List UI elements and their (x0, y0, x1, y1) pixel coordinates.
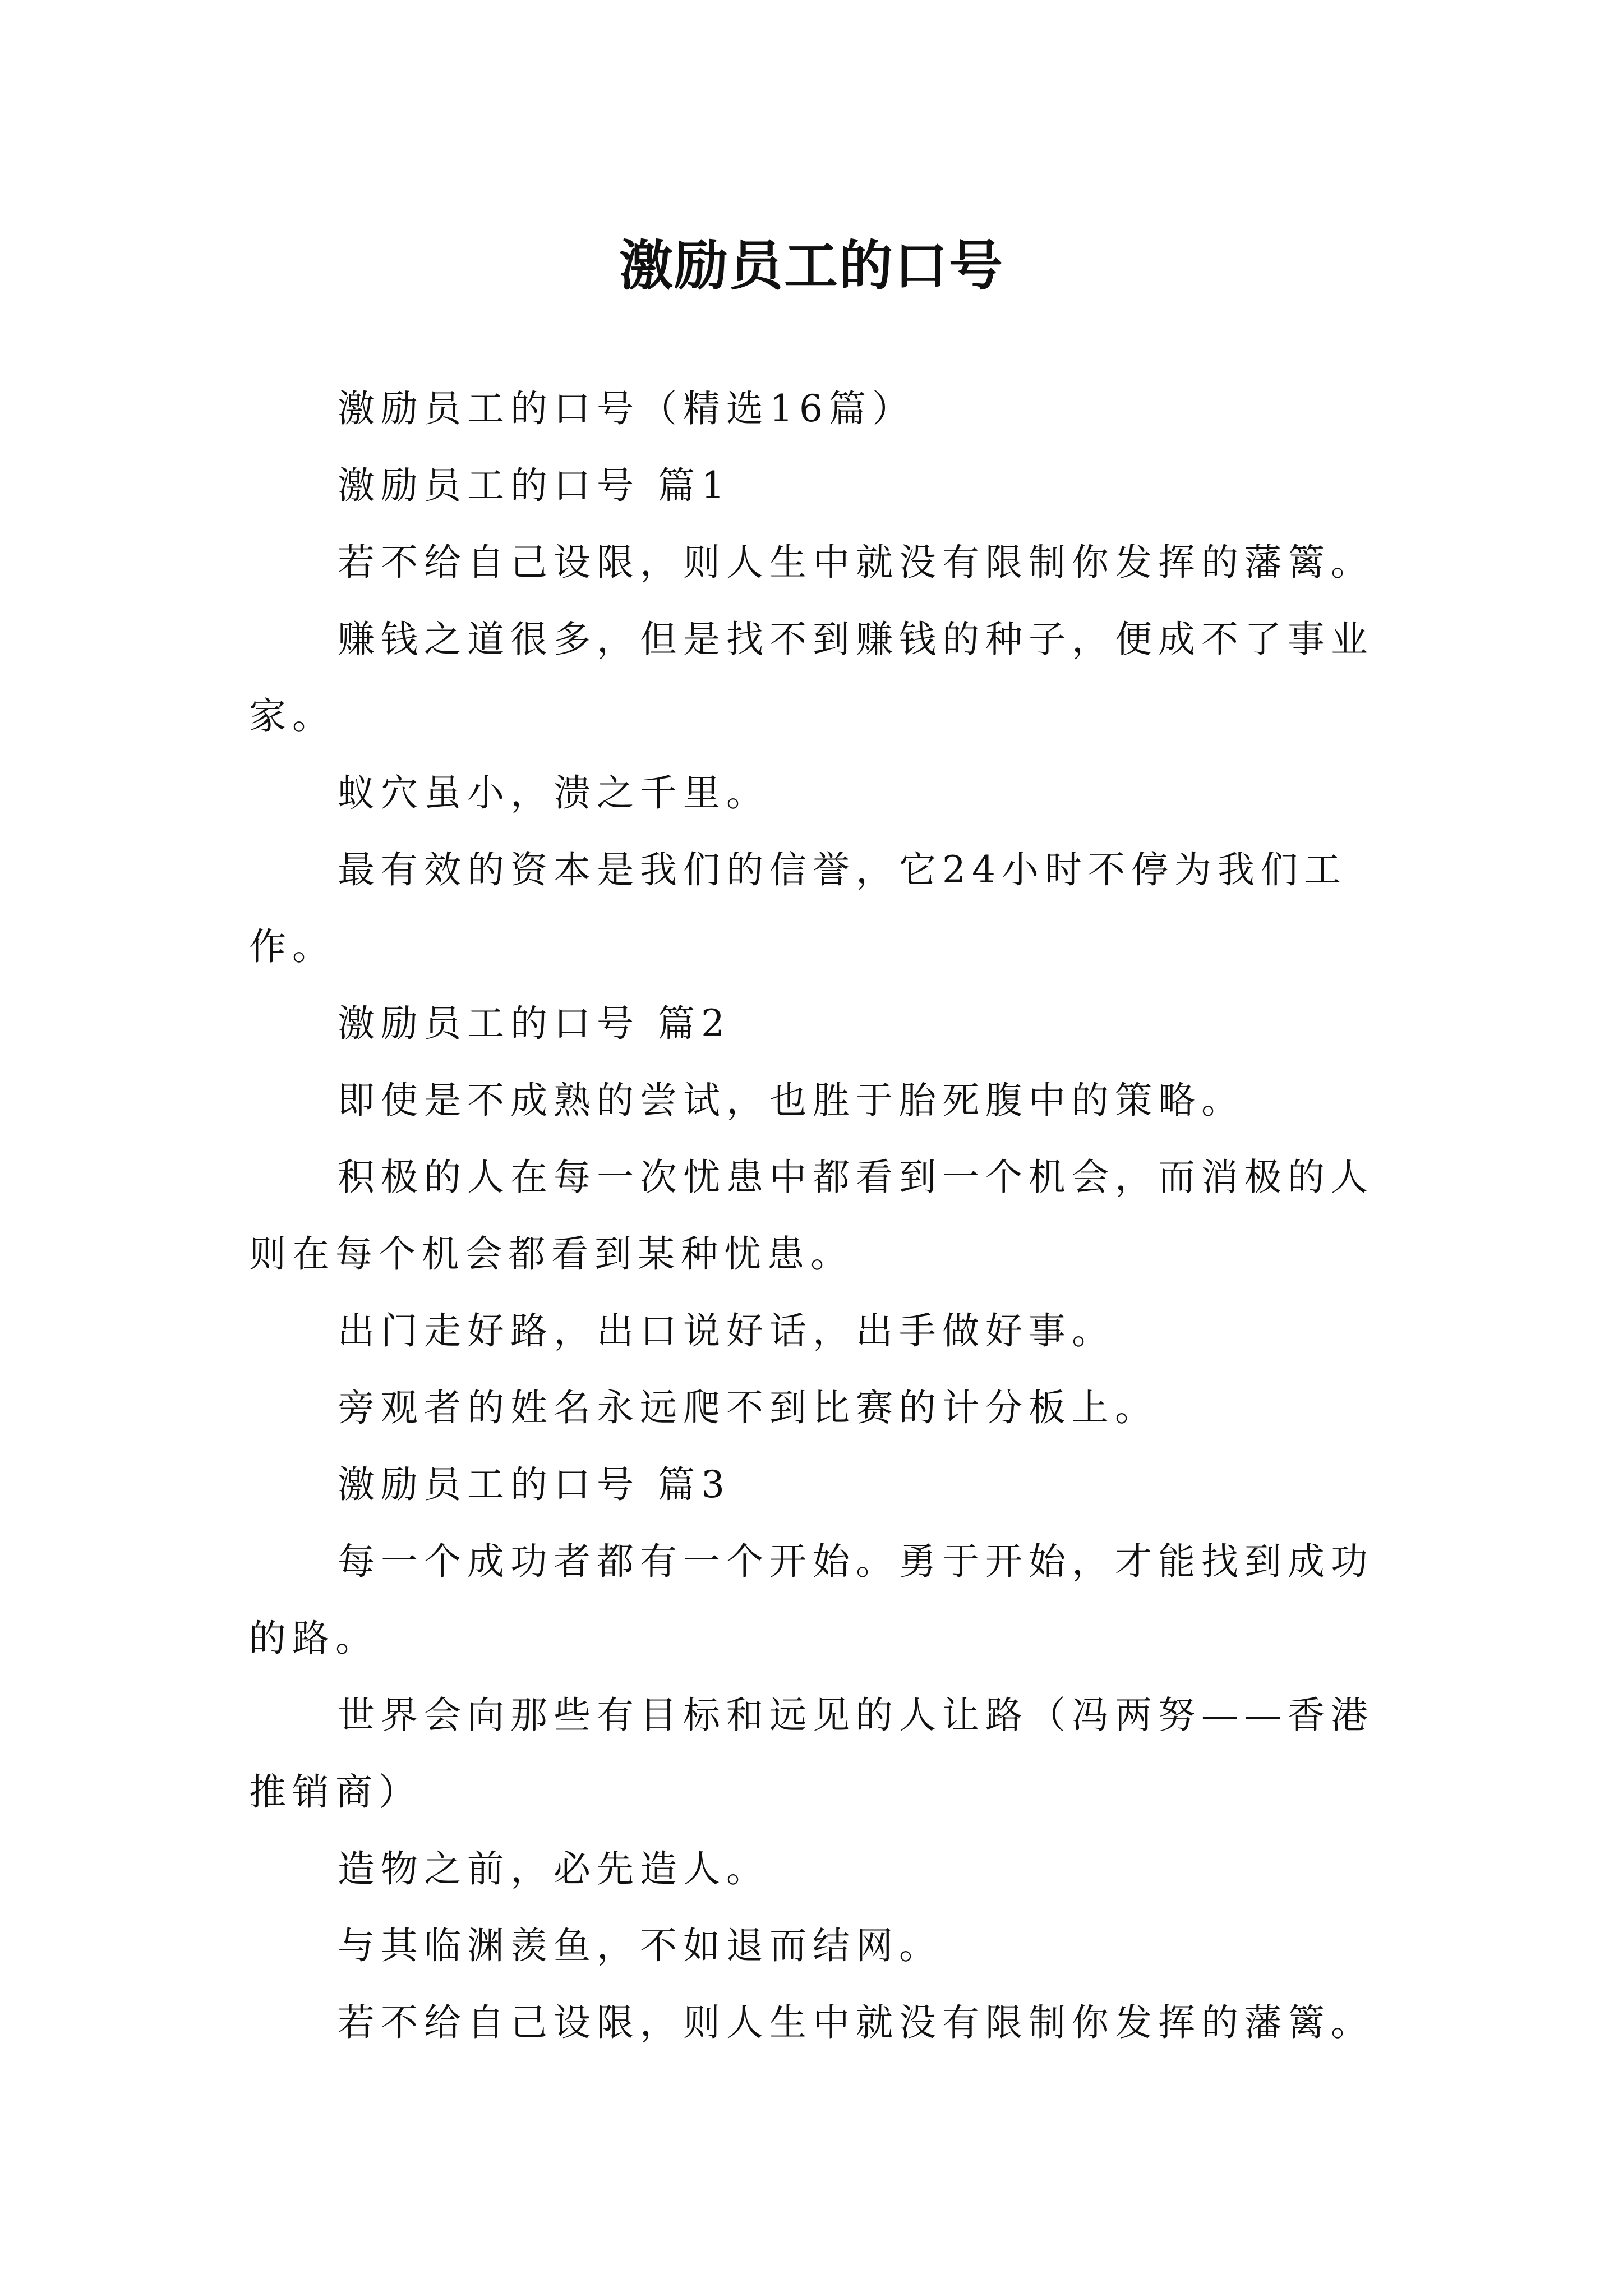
paragraph: 激励员工的口号（精选16篇） (338, 387, 915, 430)
paragraph: 世界会向那些有目标和远见的人让路（冯两努——香港推销商） (249, 1694, 1374, 1814)
paragraph: 赚钱之道很多，但是找不到赚钱的种子，便成不了事业家。 (249, 618, 1374, 738)
section-heading: 激励员工的口号 篇2 (338, 1002, 731, 1045)
paragraph: 积极的人在每一次忧患中都看到一个机会，而消极的人则在每个机会都看到某种忧患。 (249, 1156, 1374, 1276)
paragraph: 与其临渊羡鱼，不如退而结网。 (338, 1924, 942, 1967)
paragraph: 旁观者的姓名永远爬不到比赛的计分板上。 (338, 1386, 1158, 1429)
section-heading: 激励员工的口号 篇3 (338, 1463, 731, 1506)
paragraph: 蚁穴虽小，溃之千里。 (338, 771, 769, 815)
document-body (249, 370, 1404, 2061)
paragraph: 即使是不成熟的尝试，也胜于胎死腹中的策略。 (338, 1079, 1244, 1122)
paragraph: 最有效的资本是我们的信誉，它24小时不停为我们工作。 (249, 848, 1347, 968)
paragraph: 出门走好路，出口说好话，出手做好事。 (338, 1309, 1115, 1352)
section-heading: 激励员工的口号 篇1 (338, 464, 731, 507)
paragraph: 每一个成功者都有一个开始。勇于开始，才能找到成功的路。 (249, 1540, 1374, 1660)
document-title: 激励员工的口号 (619, 234, 1004, 298)
paragraph: 造物之前，必先造人。 (338, 1847, 769, 1890)
paragraph: 若不给自己设限，则人生中就没有限制你发挥的藩篱。 (338, 541, 1374, 584)
paragraph: 若不给自己设限，则人生中就没有限制你发挥的藩篱。 (338, 2001, 1374, 2044)
